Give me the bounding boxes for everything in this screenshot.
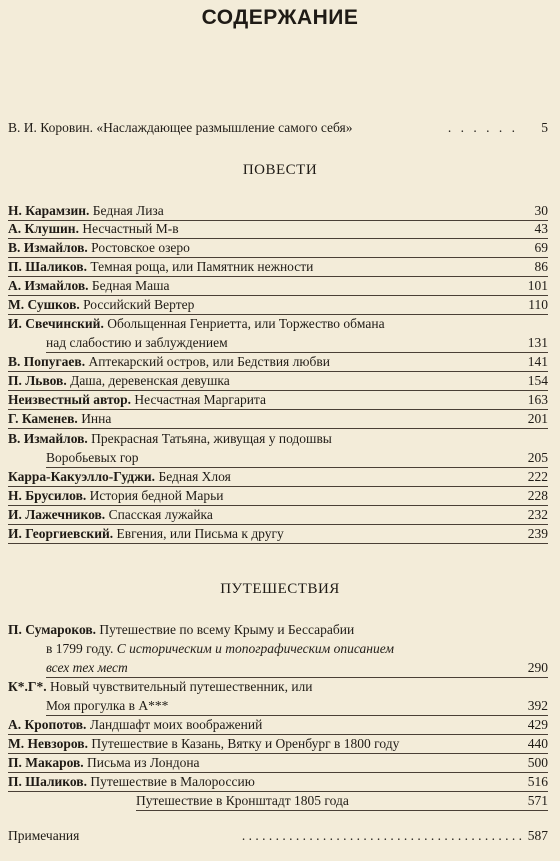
entry-title: в 1799 году. [46, 641, 114, 656]
toc-entry [8, 487, 548, 506]
entry-author: П. Сумароков. [8, 622, 97, 637]
toc-entry [8, 468, 548, 487]
entry-author: П. Шаликов. [8, 774, 87, 789]
toc-entry-continuation [46, 640, 548, 658]
entry-page: 141 [527, 354, 548, 369]
entry-title: Спасская лужайка [108, 507, 213, 522]
toc-entry [8, 506, 548, 525]
entry-title: Обольщенная Генриетта, или Торжество обмана [107, 316, 385, 331]
section-heading-povesti: ПОВЕСТИ [242, 162, 318, 178]
entry-page: 86 [534, 259, 548, 274]
entry-author: М. Сушков. [8, 297, 80, 312]
entry-page: 43 [534, 221, 548, 236]
toc-entry [8, 754, 548, 773]
entry-title: Путешествие по всему Крыму и Бессарабии [99, 622, 355, 637]
entry-page: 516 [527, 774, 548, 789]
entry-title: Ростовское озеро [91, 240, 190, 255]
entry-page: 110 [528, 297, 548, 312]
entry-page: 392 [527, 698, 548, 713]
entry-page: 239 [527, 526, 548, 541]
entry-author: В. Измайлов. [8, 240, 88, 255]
toc-entry [8, 525, 548, 544]
entry-title: Прекрасная Татьяна, живущая у подошвы [91, 431, 332, 446]
entry-title: Темная роща, или Памятник нежности [90, 259, 314, 274]
entry-page: 201 [527, 411, 548, 426]
entry-title: Путешествие в Кронштадт 1805 года [136, 793, 349, 808]
entry-page: 587 [527, 828, 548, 843]
toc-entry-continuation [46, 334, 548, 353]
entry-page: 440 [527, 736, 548, 751]
entry-title: Новый чувствительный путешественник, или [50, 679, 313, 694]
toc-entry-continuation [46, 697, 548, 716]
toc-entry-continuation [136, 792, 548, 811]
entry-title: Российский Вертер [83, 297, 195, 312]
toc-entry [8, 372, 548, 391]
toc-entry [8, 296, 548, 315]
entry-title-italic: С историческим и топографическим описанием [116, 641, 395, 656]
entry-author: И. Свечинский. [8, 316, 104, 331]
entry-author: А. Измайлов. [8, 278, 89, 293]
entry-title: История бедной Марьи [89, 488, 224, 503]
entry-author: Г. Каменев. [8, 411, 78, 426]
toc-entry [8, 391, 548, 410]
entry-title: Несчастный М-в [82, 221, 179, 236]
section-heading-puteshestviya: ПУТЕШЕСТВИЯ [220, 581, 340, 597]
toc-entry [8, 220, 548, 239]
page-title: СОДЕРЖАНИЕ [201, 6, 359, 29]
toc-entry [8, 410, 548, 429]
toc-entry [8, 621, 548, 639]
entry-author: В. Измайлов. [8, 431, 88, 446]
entry-author: И. Георгиевский. [8, 526, 114, 541]
entry-title: Бедная Лиза [92, 203, 164, 218]
toc-entry [8, 678, 548, 696]
toc-entry-continuation [46, 449, 548, 468]
entry-author: К*.Г*. [8, 679, 47, 694]
entry-author: В. И. Коровин. [8, 120, 94, 135]
entry-page: 290 [527, 660, 548, 675]
entry-title: Моя прогулка в А*** [46, 698, 169, 713]
entry-author: Н. Брусилов. [8, 488, 87, 503]
entry-page: 500 [527, 755, 548, 770]
entry-author: Карра-Какуэлло-Гуджи. [8, 469, 156, 484]
entry-page: 429 [527, 717, 548, 732]
toc-entry [8, 716, 548, 735]
entry-title: Несчастная Маргарита [134, 392, 266, 407]
entry-title: Евгения, или Письма к другу [116, 526, 284, 541]
entry-author: П. Львов. [8, 373, 67, 388]
entry-page: 163 [527, 392, 548, 407]
toc-entry [8, 277, 548, 296]
entry-title: Инна [81, 411, 112, 426]
entry-page: 5 [541, 120, 548, 135]
dot-leader: . . . . . . [447, 120, 518, 135]
entry-author: В. Попугаев. [8, 354, 86, 369]
entry-title: Путешествие в Казань, Вятку и Оренбург в 1800 году [91, 736, 400, 751]
entry-page: 30 [534, 203, 548, 218]
entry-page: 101 [527, 278, 548, 293]
entry-page: 228 [527, 488, 548, 503]
entry-title: Письма из Лондона [87, 755, 200, 770]
entry-author: А. Кропотов. [8, 717, 87, 732]
entry-page: 222 [527, 469, 548, 484]
toc-entry [8, 353, 548, 372]
entry-title: Путешествие в Малороссию [90, 774, 255, 789]
entry-page: 232 [527, 507, 548, 522]
entry-title: Воробьевых гор [46, 450, 139, 465]
entry-title-italic: всех тех мест [46, 660, 128, 675]
entry-title: Примечания [8, 828, 80, 843]
toc-entry [8, 315, 548, 333]
toc-entry-continuation [46, 659, 548, 678]
toc-entry [8, 735, 548, 754]
entry-page: 69 [534, 240, 548, 255]
toc-entry [8, 773, 548, 792]
entry-page: 205 [527, 450, 548, 465]
entry-title: над слабостию и заблуждением [46, 335, 228, 350]
toc-entry [8, 430, 548, 448]
dot-leader: . . . . . . . . . . . . . . . . . . . . . . . . . . . . . . . . . . . . . . . . . . [241, 828, 522, 843]
entry-title: Даша, деревенская девушка [70, 373, 230, 388]
entry-author: И. Лажечников. [8, 507, 106, 522]
entry-author: Н. Карамзин. [8, 203, 90, 218]
entry-author: Неизвестный автор. [8, 392, 132, 407]
entry-page: 571 [527, 793, 548, 808]
entry-author: П. Макаров. [8, 755, 84, 770]
toc-entry [8, 258, 548, 277]
toc-entry [8, 202, 548, 221]
entry-author: М. Невзоров. [8, 736, 88, 751]
entry-title: Бедная Хлоя [158, 469, 231, 484]
entry-title: Аптекарский остров, или Бедствия любви [88, 354, 330, 369]
entry-title: Бедная Маша [91, 278, 170, 293]
entry-page: 154 [527, 373, 548, 388]
entry-title: «Наслаждающее размышление самого себя» [96, 120, 353, 135]
toc-entry-intro [8, 119, 548, 137]
entry-page: 131 [527, 335, 548, 350]
entry-title: Ландшафт моих воображений [89, 717, 263, 732]
toc-entry-notes [8, 827, 548, 845]
entry-author: П. Шаликов. [8, 259, 87, 274]
toc-entry [8, 239, 548, 258]
entry-author: А. Клушин. [8, 221, 79, 236]
